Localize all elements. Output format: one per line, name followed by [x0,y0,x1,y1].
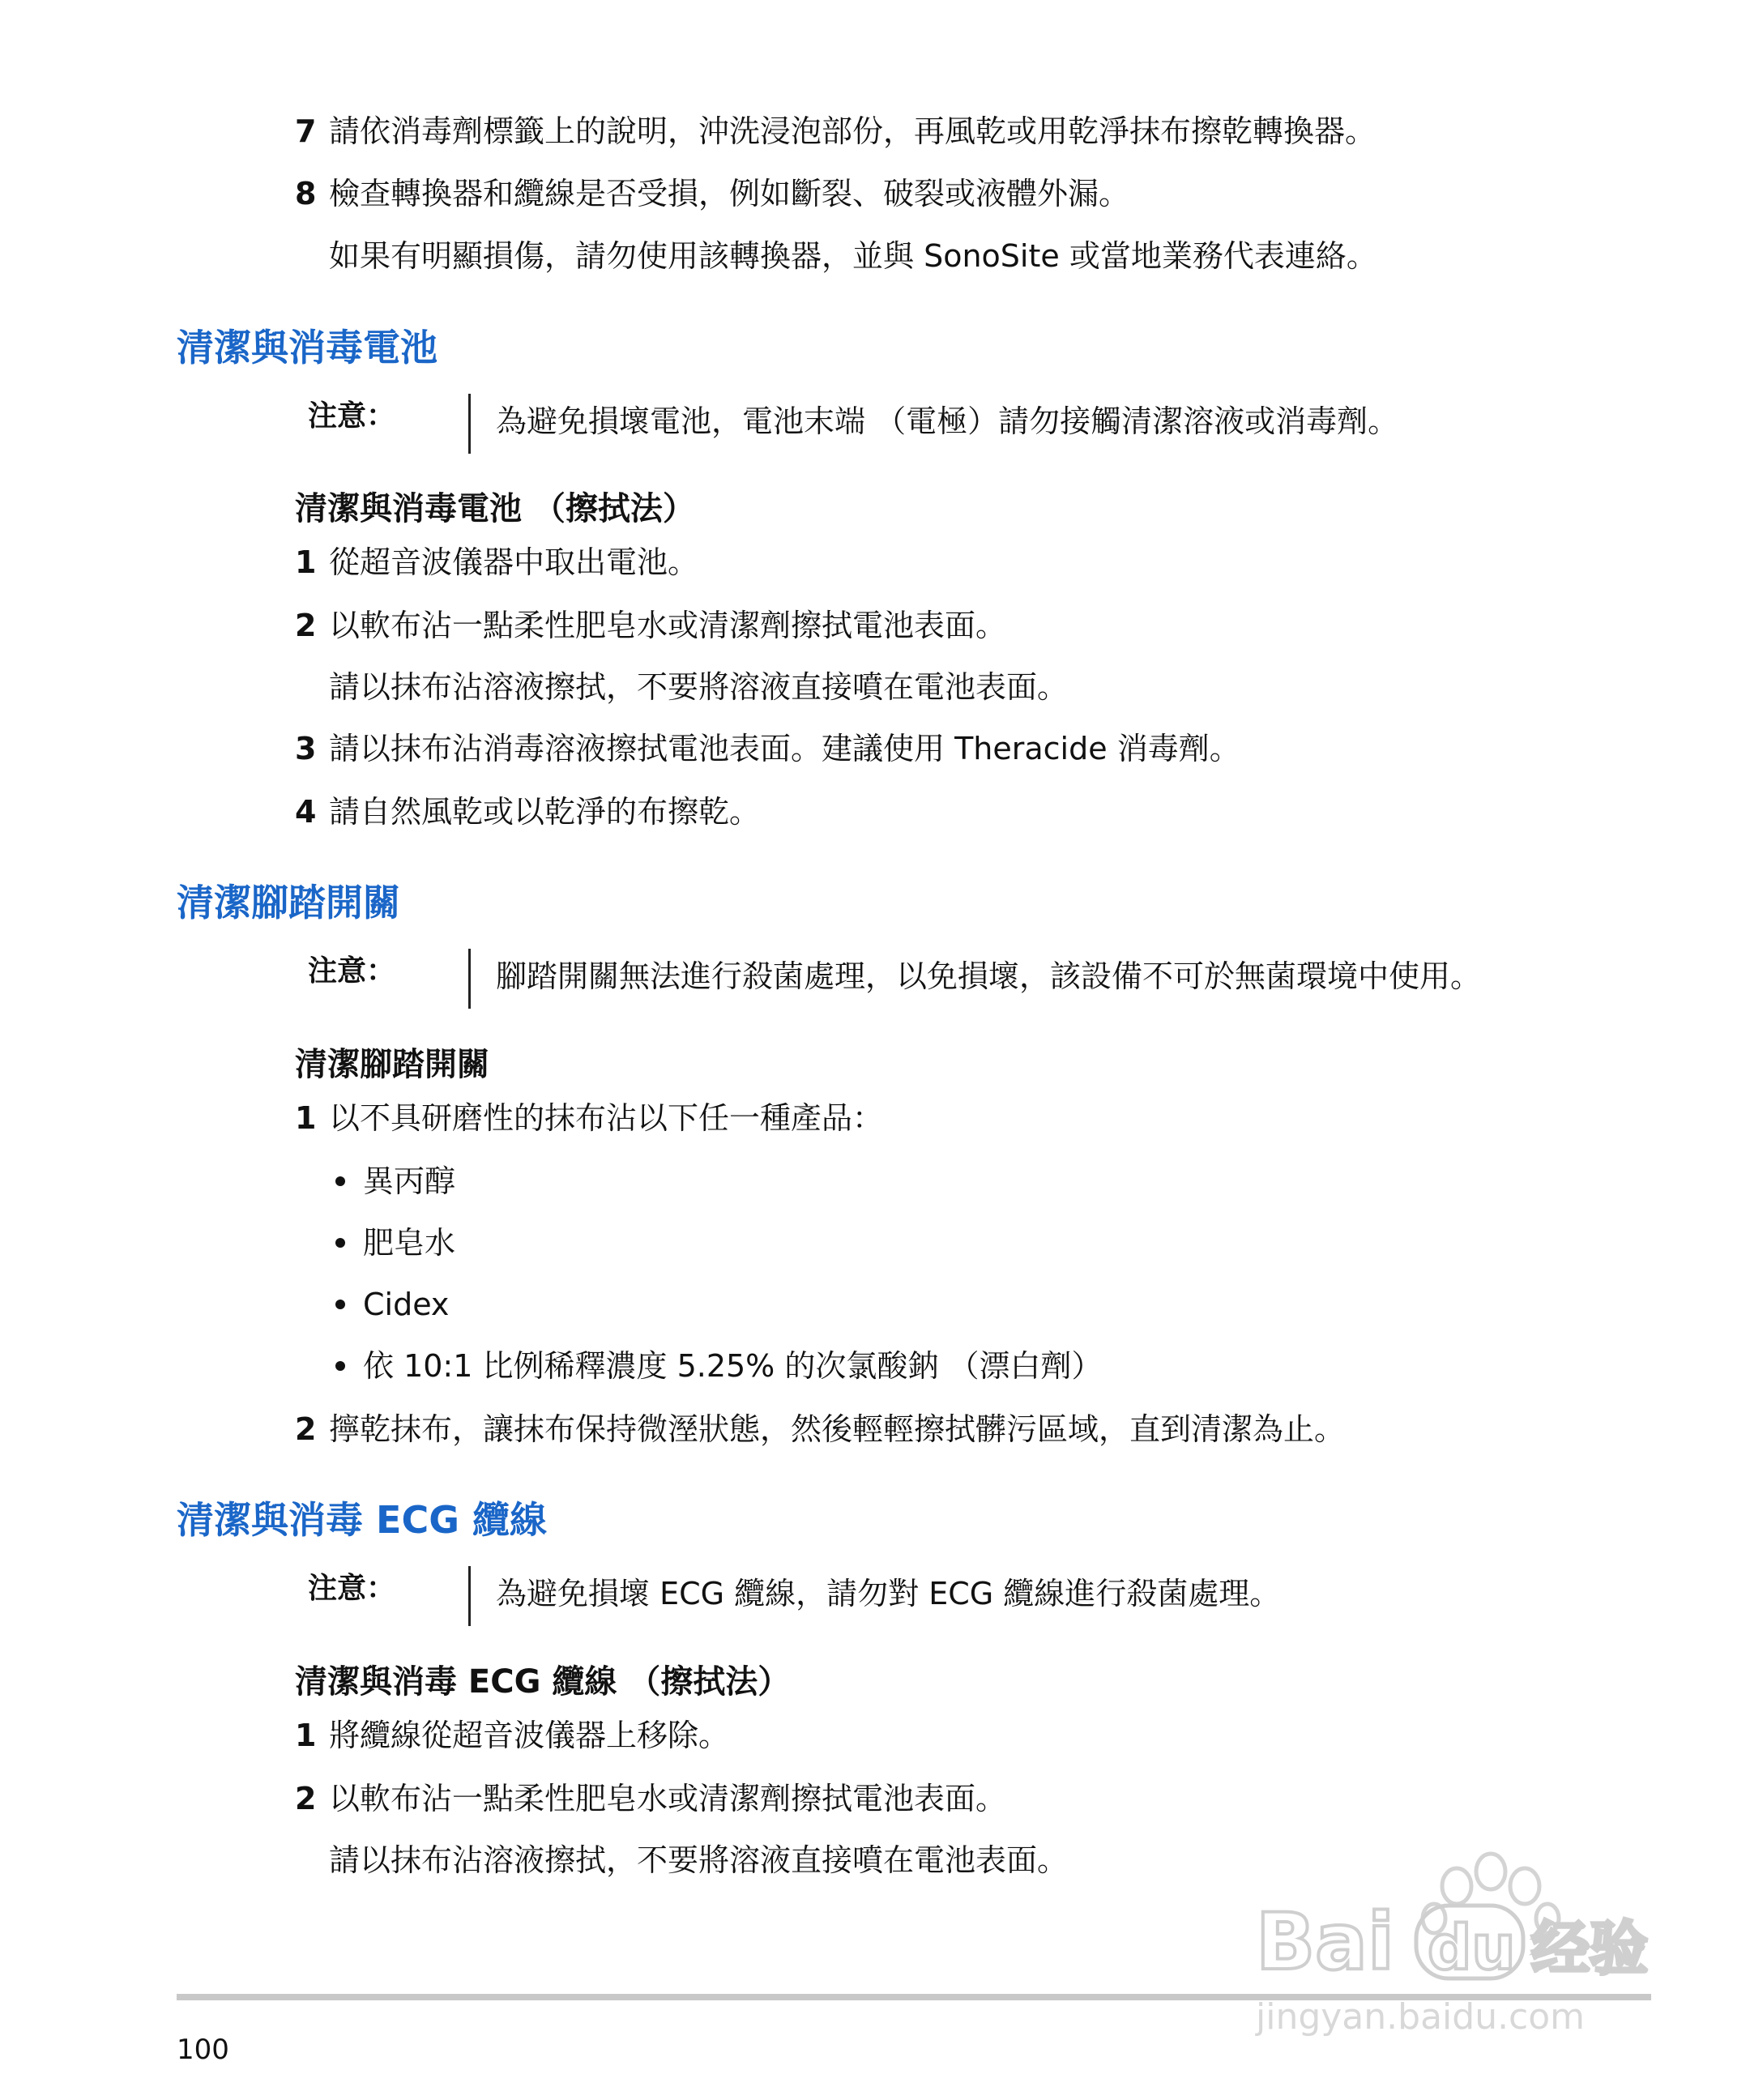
step-text: 以軟布沾一點柔性肥皂水或清潔劑擦拭電池表面。 [329,1781,1007,1816]
list-item: 依 10:1 比例稀釋濃度 5.25% 的次氯酸鈉 （漂白劑） [363,1348,1103,1384]
bullet-dot [335,1300,345,1309]
step-text: 請依消毒劑標籤上的說明，沖洗浸泡部份，再風乾或用乾淨抹布擦乾轉換器。 [329,113,1377,149]
caution-label: 注意： [308,399,396,433]
caution-text: 腳踏開關無法進行殺菌處理，以免損壞，該設備不可於無菌環境中使用。 [496,958,1482,994]
step-text: 從超音波儀器中取出電池。 [329,544,699,580]
step-number: 2 [295,608,317,643]
step-note: 請以抹布沾溶液擦拭，不要將溶液直接噴在電池表面。 [329,1842,1069,1878]
caution-label: 注意： [308,954,396,988]
section-heading-ecg: 清潔與消毒 ECG 纜線 [177,1498,547,1542]
svg-text:经验: 经验 [1531,1914,1649,1983]
caution-text: 為避免損壞電池，電池末端 （電極）請勿接觸清潔溶液或消毒劑。 [496,403,1399,439]
caution-text: 為避免損壞 ECG 纜線，請勿對 ECG 纜線進行殺菌處理。 [496,1576,1281,1611]
step-note: 如果有明顯損傷，請勿使用該轉換器，並與 SonoSite 或當地業務代表連絡。 [329,238,1377,274]
step-number: 8 [295,176,317,211]
step-number: 1 [295,1718,317,1753]
caution-divider [468,394,471,454]
step-number: 2 [295,1781,317,1816]
list-item: 異丙醇 [363,1163,456,1199]
caution-divider [468,1566,471,1626]
step-note: 請以抹布沾溶液擦拭，不要將溶液直接噴在電池表面。 [329,669,1069,705]
baidu-jingyan-watermark [1248,1839,1669,2042]
step-number: 7 [295,113,317,149]
step-text: 請自然風乾或以乾淨的布擦乾。 [329,794,761,830]
step-number: 1 [295,1100,317,1136]
subheading-ecg: 清潔與消毒 ECG 纜線 （擦拭法） [295,1663,791,1701]
bullet-dot [335,1238,345,1248]
step-text: 將纜線從超音波儀器上移除。 [329,1718,730,1753]
step-text: 請以抹布沾消毒溶液擦拭電池表面。建議使用 Theracide 消毒劑。 [329,731,1240,766]
bullet-dot [335,1361,345,1371]
bullet-dot [335,1176,345,1186]
step-number: 4 [295,794,317,830]
caution-divider [468,949,471,1009]
step-number: 3 [295,731,317,766]
step-number: 2 [295,1411,317,1447]
svg-text:jingyan.baidu.com: jingyan.baidu.com [1256,1996,1586,2038]
step-text: 以不具研磨性的抹布沾以下任一種產品： [329,1100,884,1136]
list-item: Cidex [363,1287,450,1322]
caution-label: 注意： [308,1572,396,1605]
subheading-battery: 清潔與消毒電池 （擦拭法） [295,490,695,527]
step-number: 1 [295,544,317,580]
page-number: 100 [177,2034,229,2066]
svg-text:du: du [1428,1911,1516,1983]
step-text: 檢查轉換器和纜線是否受損，例如斷裂、破裂或液體外漏。 [329,176,1130,211]
step-text: 以軟布沾一點柔性肥皂水或清潔劑擦拭電池表面。 [329,608,1007,643]
subheading-footswitch: 清潔腳踏開關 [295,1046,489,1083]
section-heading-footswitch: 清潔腳踏開關 [177,881,400,924]
section-heading-battery: 清潔與消毒電池 [177,326,438,369]
svg-text:Bai: Bai [1256,1897,1394,1987]
list-item: 肥皂水 [363,1225,456,1261]
step-text: 擰乾抹布，讓抹布保持微溼狀態，然後輕輕擦拭髒污區域，直到清潔為止。 [329,1411,1346,1447]
